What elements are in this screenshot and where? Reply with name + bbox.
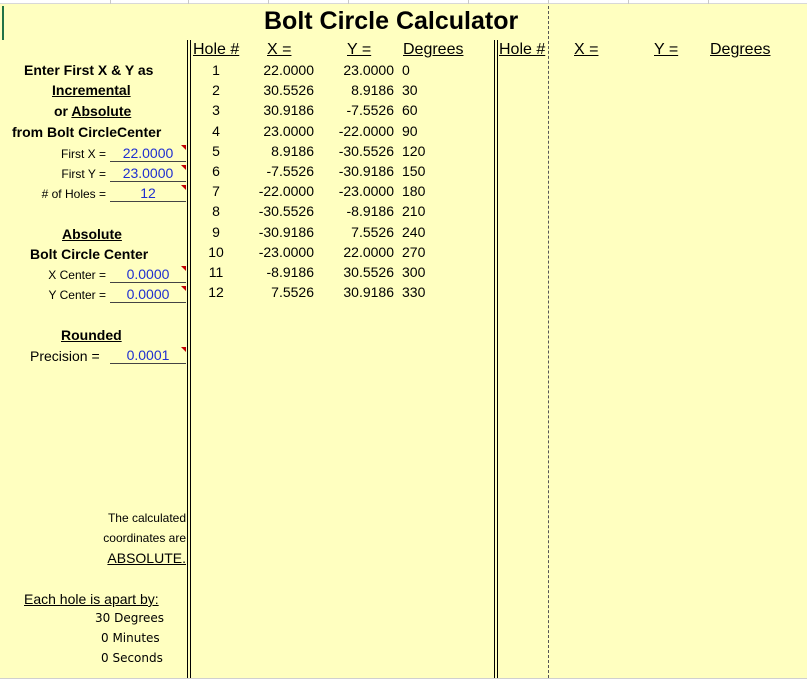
y-coordinate-cell: -22.0000: [338, 123, 394, 139]
hole-number-cell: 8: [212, 203, 220, 219]
intro-line-3: or Absolute: [54, 103, 132, 119]
hole-number-cell: 2: [212, 82, 220, 98]
degrees-cell: 270: [402, 244, 426, 260]
comment-marker: [181, 145, 186, 150]
hole-number-cell: 3: [212, 102, 220, 118]
first-x-label: First X =: [60, 147, 106, 161]
active-cell-indicator: [2, 6, 4, 40]
hole-number-cell: 5: [212, 143, 220, 159]
x-coordinate-cell: -22.0000: [258, 183, 314, 199]
degrees-cell: 330: [402, 284, 426, 300]
comment-marker: [181, 266, 186, 271]
degrees-cell: 150: [402, 163, 426, 179]
holes-input[interactable]: 12: [110, 185, 186, 202]
degrees-cell: 180: [402, 183, 426, 199]
y-coordinate-cell: 7.5526: [351, 224, 394, 240]
hole-number-cell: 1: [212, 62, 220, 78]
intro-incremental: Incremental: [52, 82, 131, 98]
header-degrees-2: Degrees: [710, 41, 771, 58]
y-center-input[interactable]: 0.0000: [110, 286, 186, 303]
x-coordinate-cell: 30.9186: [263, 102, 314, 118]
x-coordinate-cell: 8.9186: [271, 143, 314, 159]
precision-input[interactable]: 0.0001: [110, 347, 186, 364]
degrees-cell: 300: [402, 264, 426, 280]
x-coordinate-cell: -30.9186: [258, 224, 314, 240]
precision-label: Precision =: [30, 348, 100, 364]
x-coordinate-cell: 23.0000: [263, 123, 314, 139]
y-coordinate-cell: 8.9186: [351, 82, 394, 98]
hole-number-cell: 9: [212, 224, 220, 240]
center-heading: Bolt Circle Center: [30, 246, 149, 262]
x-coordinate-cell: 30.5526: [263, 82, 314, 98]
note-absolute: ABSOLUTE.: [107, 550, 186, 566]
comment-marker: [181, 347, 186, 352]
intro-absolute: Absolute: [71, 103, 132, 119]
sheet-top-gridline: [0, 0, 807, 4]
y-coordinate-cell: -30.5526: [338, 143, 394, 159]
header-x-2: X =: [574, 41, 599, 58]
hole-number-cell: 6: [212, 163, 220, 179]
header-hole: Hole #: [193, 41, 240, 58]
hole-number-cell: 7: [212, 183, 220, 199]
degrees-cell: 60: [402, 102, 418, 118]
note-line-2: coordinates are: [103, 531, 186, 545]
first-x-input[interactable]: 22.0000: [110, 145, 186, 162]
holes-label: # of Holes =: [41, 187, 106, 201]
degrees-cell: 120: [402, 143, 426, 159]
left-panel-divider: [187, 40, 191, 678]
x-coordinate-cell: 7.5526: [271, 284, 314, 300]
hole-number-cell: 10: [208, 244, 224, 260]
spacing-degrees: 30 Degrees: [95, 611, 165, 625]
comment-marker: [181, 185, 186, 190]
x-center-label: X Center =: [48, 268, 106, 282]
degrees-cell: 90: [402, 123, 418, 139]
x-coordinate-cell: -8.9186: [266, 264, 314, 280]
x-coordinate-cell: -7.5526: [266, 163, 314, 179]
x-center-input[interactable]: 0.0000: [110, 266, 186, 283]
comment-marker: [181, 286, 186, 291]
header-y-2: Y =: [654, 41, 679, 58]
degrees-cell: 30: [402, 82, 418, 98]
y-coordinate-cell: -7.5526: [346, 102, 394, 118]
y-coordinate-cell: -8.9186: [346, 203, 394, 219]
first-y-input[interactable]: 23.0000: [110, 165, 186, 182]
hole-number-cell: 4: [212, 123, 220, 139]
sheet-bottom-gridline: [0, 678, 807, 683]
page-break-line: [548, 6, 549, 678]
x-coordinate-cell: -23.0000: [258, 244, 314, 260]
spacing-heading: Each hole is apart by:: [24, 591, 159, 607]
page-title: Bolt Circle Calculator: [264, 7, 519, 35]
y-coordinate-cell: 23.0000: [343, 62, 394, 78]
rounded-heading: Rounded: [61, 327, 122, 343]
degrees-cell: 0: [402, 62, 410, 78]
y-coordinate-cell: 22.0000: [343, 244, 394, 260]
header-degrees: Degrees: [403, 41, 464, 58]
y-coordinate-cell: -23.0000: [338, 183, 394, 199]
header-x: X =: [267, 41, 292, 58]
intro-line-4: from Bolt CircleCenter: [12, 124, 162, 140]
note-line-1: The calculated: [107, 511, 186, 525]
y-coordinate-cell: 30.5526: [343, 264, 394, 280]
intro-line-1: Enter First X & Y as: [24, 62, 154, 78]
y-coordinate-cell: -30.9186: [338, 163, 394, 179]
y-coordinate-cell: 30.9186: [343, 284, 394, 300]
hole-number-cell: 12: [208, 284, 224, 300]
x-coordinate-cell: -30.5526: [258, 203, 314, 219]
degrees-cell: 210: [402, 203, 426, 219]
degrees-cell: 240: [402, 224, 426, 240]
y-center-label: Y Center =: [48, 288, 106, 302]
center-heading-absolute: Absolute: [62, 226, 122, 242]
header-y: Y =: [347, 41, 372, 58]
spacing-seconds: 0 Seconds: [101, 651, 163, 665]
x-coordinate-cell: 22.0000: [263, 62, 314, 78]
comment-marker: [181, 165, 186, 170]
hole-number-cell: 11: [208, 264, 224, 280]
spacing-minutes: 0 Minutes: [101, 631, 160, 645]
first-y-label: First Y =: [61, 167, 106, 181]
results-divider: [494, 40, 498, 678]
header-hole-2: Hole #: [499, 41, 546, 58]
